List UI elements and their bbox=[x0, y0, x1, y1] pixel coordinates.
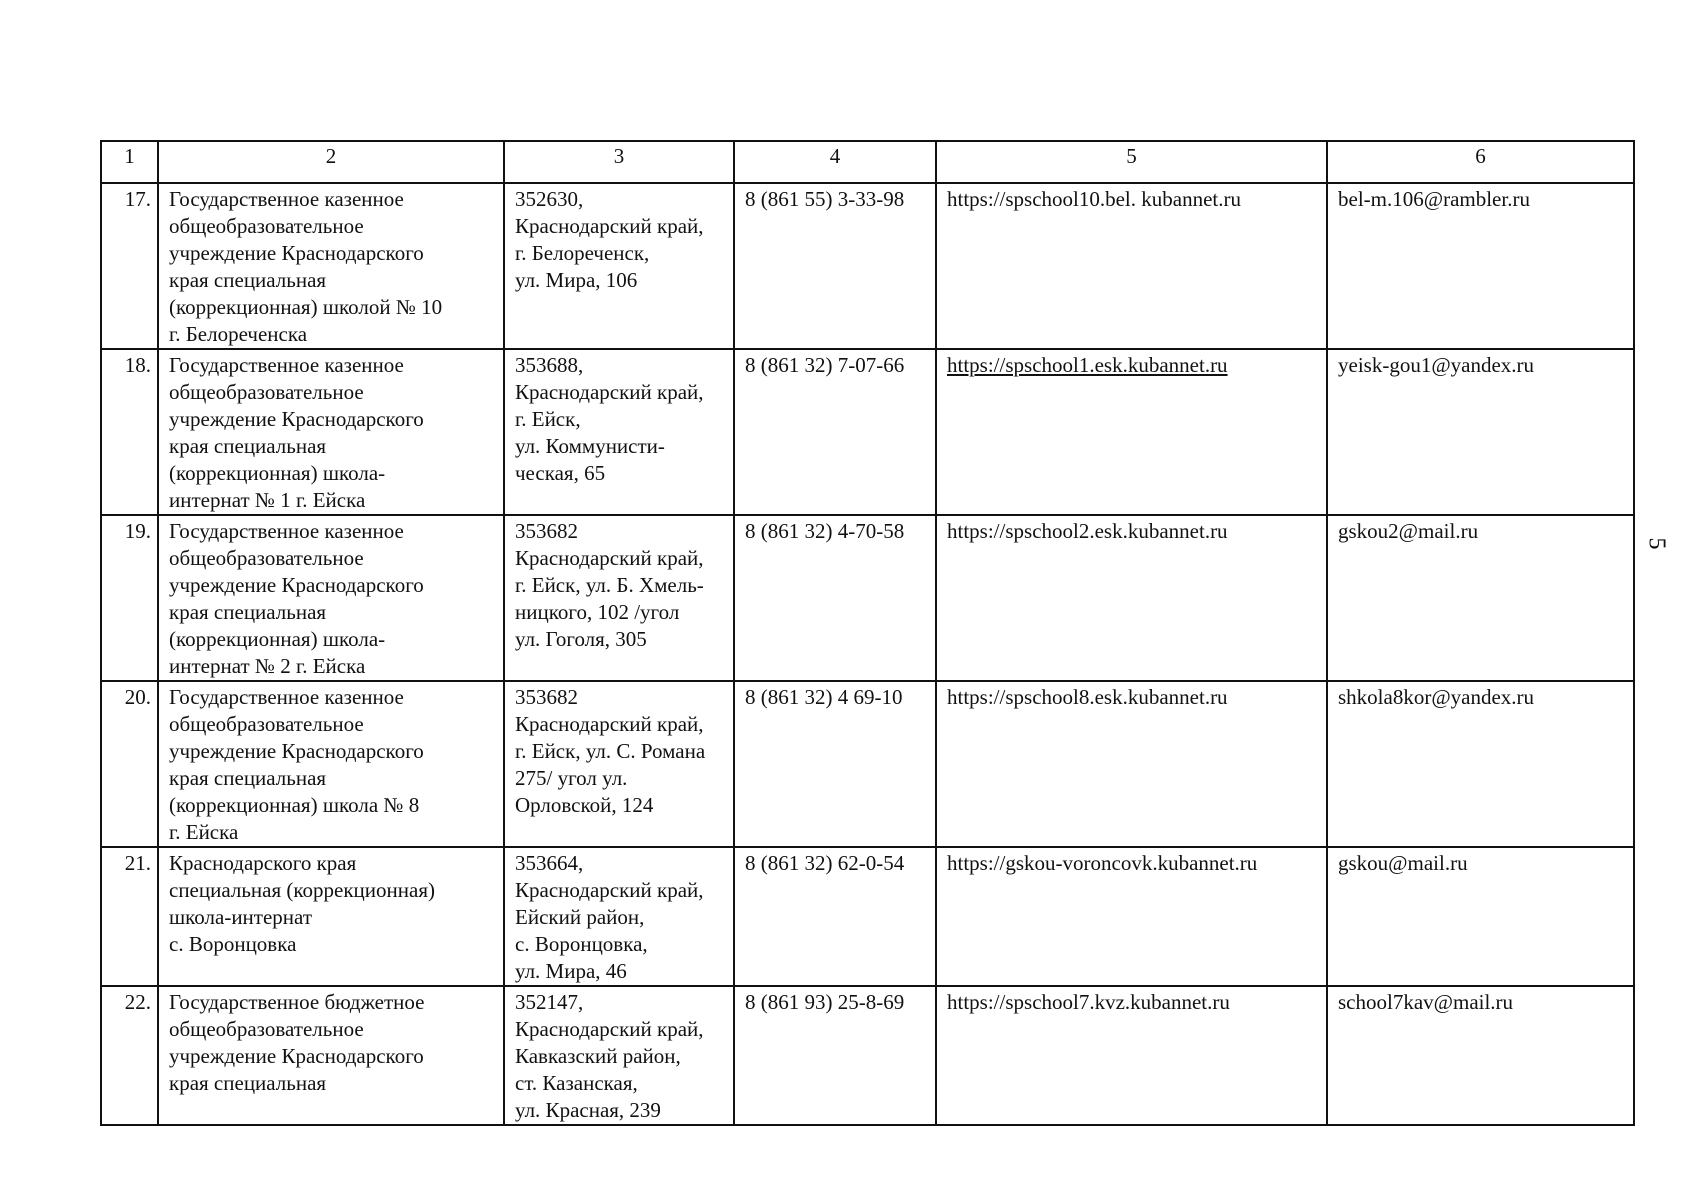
row-number: 18. bbox=[101, 349, 158, 515]
school-phone: 8 (861 32) 4-70-58 bbox=[734, 515, 936, 681]
school-phone: 8 (861 55) 3-33-98 bbox=[734, 183, 936, 349]
school-email[interactable]: gskou2@mail.ru bbox=[1327, 515, 1634, 681]
school-address: 353682 Краснодарский край, г. Ейск, ул. С. Романа 275/ угол ул. Орловской, 124 bbox=[504, 681, 734, 847]
row-number: 20. bbox=[101, 681, 158, 847]
header-cell-5: 5 bbox=[936, 141, 1327, 183]
school-name: Государственное казенное общеобразовательное учреждение Краснодарского края специальная (коррекционная) школой № 10 г. Белореченска bbox=[158, 183, 504, 349]
header-cell-4: 4 bbox=[734, 141, 936, 183]
page-number: 5 bbox=[1643, 537, 1670, 550]
school-website-link[interactable]: https://spschool1.esk.kubannet.ru bbox=[947, 353, 1228, 377]
row-number: 21. bbox=[101, 847, 158, 986]
school-website[interactable] bbox=[936, 349, 1327, 515]
school-address: 352147, Краснодарский край, Кавказский район, ст. Казанская, ул. Красная, 239 bbox=[504, 986, 734, 1125]
school-phone: 8 (861 32) 7-07-66 bbox=[734, 349, 936, 515]
school-email[interactable]: gskou@mail.ru bbox=[1327, 847, 1634, 986]
table-row bbox=[101, 986, 1634, 1125]
school-phone: 8 (861 93) 25-8-69 bbox=[734, 986, 936, 1125]
header-cell-6: 6 bbox=[1327, 141, 1634, 183]
header-cell-1: 1 bbox=[101, 141, 158, 183]
row-number: 17. bbox=[101, 183, 158, 349]
school-address: 353688, Краснодарский край, г. Ейск, ул. Коммунисти- ческая, 65 bbox=[504, 349, 734, 515]
school-phone: 8 (861 32) 4 69-10 bbox=[734, 681, 936, 847]
header-row bbox=[101, 141, 1634, 183]
school-name: Государственное бюджетное общеобразовательное учреждение Краснодарского края специальная bbox=[158, 986, 504, 1125]
school-website[interactable]: https://spschool7.kvz.kubannet.ru bbox=[936, 986, 1327, 1125]
school-website[interactable]: https://gskou-voroncovk.kubannet.ru bbox=[936, 847, 1327, 986]
row-number: 22. bbox=[101, 986, 158, 1125]
school-address: 353664, Краснодарский край, Ейский район, с. Воронцовка, ул. Мира, 46 bbox=[504, 847, 734, 986]
school-email[interactable]: yeisk-gou1@yandex.ru bbox=[1327, 349, 1634, 515]
table-row bbox=[101, 515, 1634, 681]
table-row bbox=[101, 681, 1634, 847]
school-website[interactable]: https://spschool10.bel. kubannet.ru bbox=[936, 183, 1327, 349]
school-name: Государственное казенное общеобразовательное учреждение Краснодарского края специальная (коррекционная) школа № 8 г. Ейска bbox=[158, 681, 504, 847]
header-cell-2: 2 bbox=[158, 141, 504, 183]
school-phone: 8 (861 32) 62-0-54 bbox=[734, 847, 936, 986]
school-name: Краснодарского края специальная (коррекционная) школа-интернат с. Воронцовка bbox=[158, 847, 504, 986]
school-address: 353682 Краснодарский край, г. Ейск, ул. Б. Хмель- ницкого, 102 /угол ул. Гоголя, 305 bbox=[504, 515, 734, 681]
table-row bbox=[101, 349, 1634, 515]
table-row bbox=[101, 847, 1634, 986]
school-name: Государственное казенное общеобразовательное учреждение Краснодарского края специальная (коррекционная) школа- интернат № 2 г. Ейска bbox=[158, 515, 504, 681]
schools-table bbox=[100, 140, 1635, 1126]
table-row bbox=[101, 183, 1634, 349]
school-email[interactable]: bel-m.106@rambler.ru bbox=[1327, 183, 1634, 349]
school-website[interactable]: https://spschool2.esk.kubannet.ru bbox=[936, 515, 1327, 681]
school-name: Государственное казенное общеобразовательное учреждение Краснодарского края специальная (коррекционная) школа- интернат № 1 г. Ейска bbox=[158, 349, 504, 515]
header-cell-3: 3 bbox=[504, 141, 734, 183]
school-email[interactable]: school7kav@mail.ru bbox=[1327, 986, 1634, 1125]
school-email[interactable]: shkola8kor@yandex.ru bbox=[1327, 681, 1634, 847]
school-address: 352630, Краснодарский край, г. Белореченск, ул. Мира, 106 bbox=[504, 183, 734, 349]
school-website[interactable]: https://spschool8.esk.kubannet.ru bbox=[936, 681, 1327, 847]
row-number: 19. bbox=[101, 515, 158, 681]
